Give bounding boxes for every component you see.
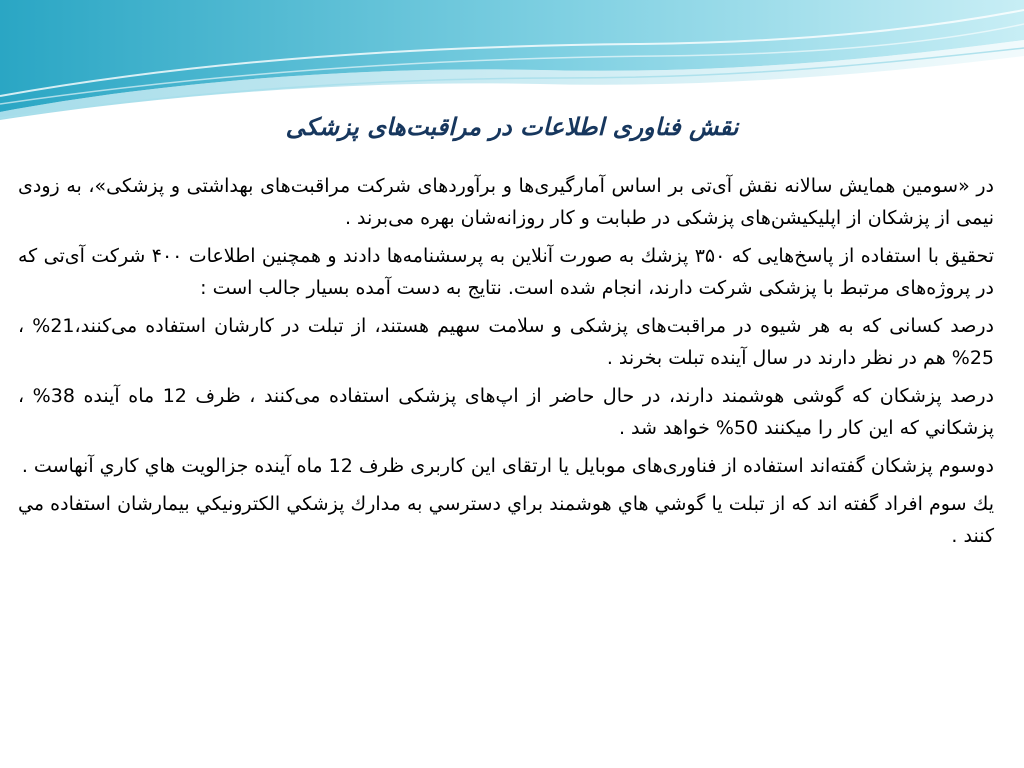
paragraph-2: تحقیق با استفاده از پاسخ‌هایی که ۳۵۰ پزشك به صورت آنلاین به پرسشنامه‌ها دادند و همچنین اطلاعات ۴۰۰ شرکت آی‌تی که در پروژه‌های مرتبط با پزشکی شرکت دارند، انجام شده است. نتایج به دست آمده بسیار جالب است : [18,245,995,299]
paragraph-3: درصد کسانی که به هر شیوه در مراقبت‌های پزشکی و سلامت سهیم هستند، از تبلت در کارشان استفاده می‌کنند،21% ، 25% هم در نظر دارند در سال آینده تبلت بخرند . [18,315,994,369]
slide-title: نقش فناوری اطلاعات در مراقبت‌های پزشکی [285,112,739,141]
paragraph-5: دوسوم پزشکان گفته‌اند استفاده از فناوری‌های موبایل یا ارتقای این کاربری ظرف 12 ماه آینده جزالويت هاي كاري آنهاست . [21,455,994,477]
paragraph-1: در «سومین همایش سالانه نقش آی‌تی بر اساس آمارگیری‌ها و برآوردهای شرکت مراقبت‌های بهداشتی و پزشکی»، به زودی نیمی از پزشکان از اپلیکیشن‌های پزشکی در طبابت و کار روزانه‌شان بهره می‌برند . [18,175,994,229]
wave-header-decoration [0,0,1024,120]
paragraph-6: يك سوم افراد گفته اند كه از تبلت يا گوشي هاي هوشمند براي دسترسي به مدارك پزشكي الكترونيكي بيمارشان استفاده مي كنند . [18,493,994,547]
slide-body [18,170,994,558]
paragraph-4: درصد پزشکان که گوشی هوشمند دارند، در حال حاضر از اپ‌های پزشکی استفاده می‌کنند ، ظرف 12 ماه آینده 38% ، پزشكاني كه اين كار را ميكنند 50% خواهد شد . [18,385,994,439]
